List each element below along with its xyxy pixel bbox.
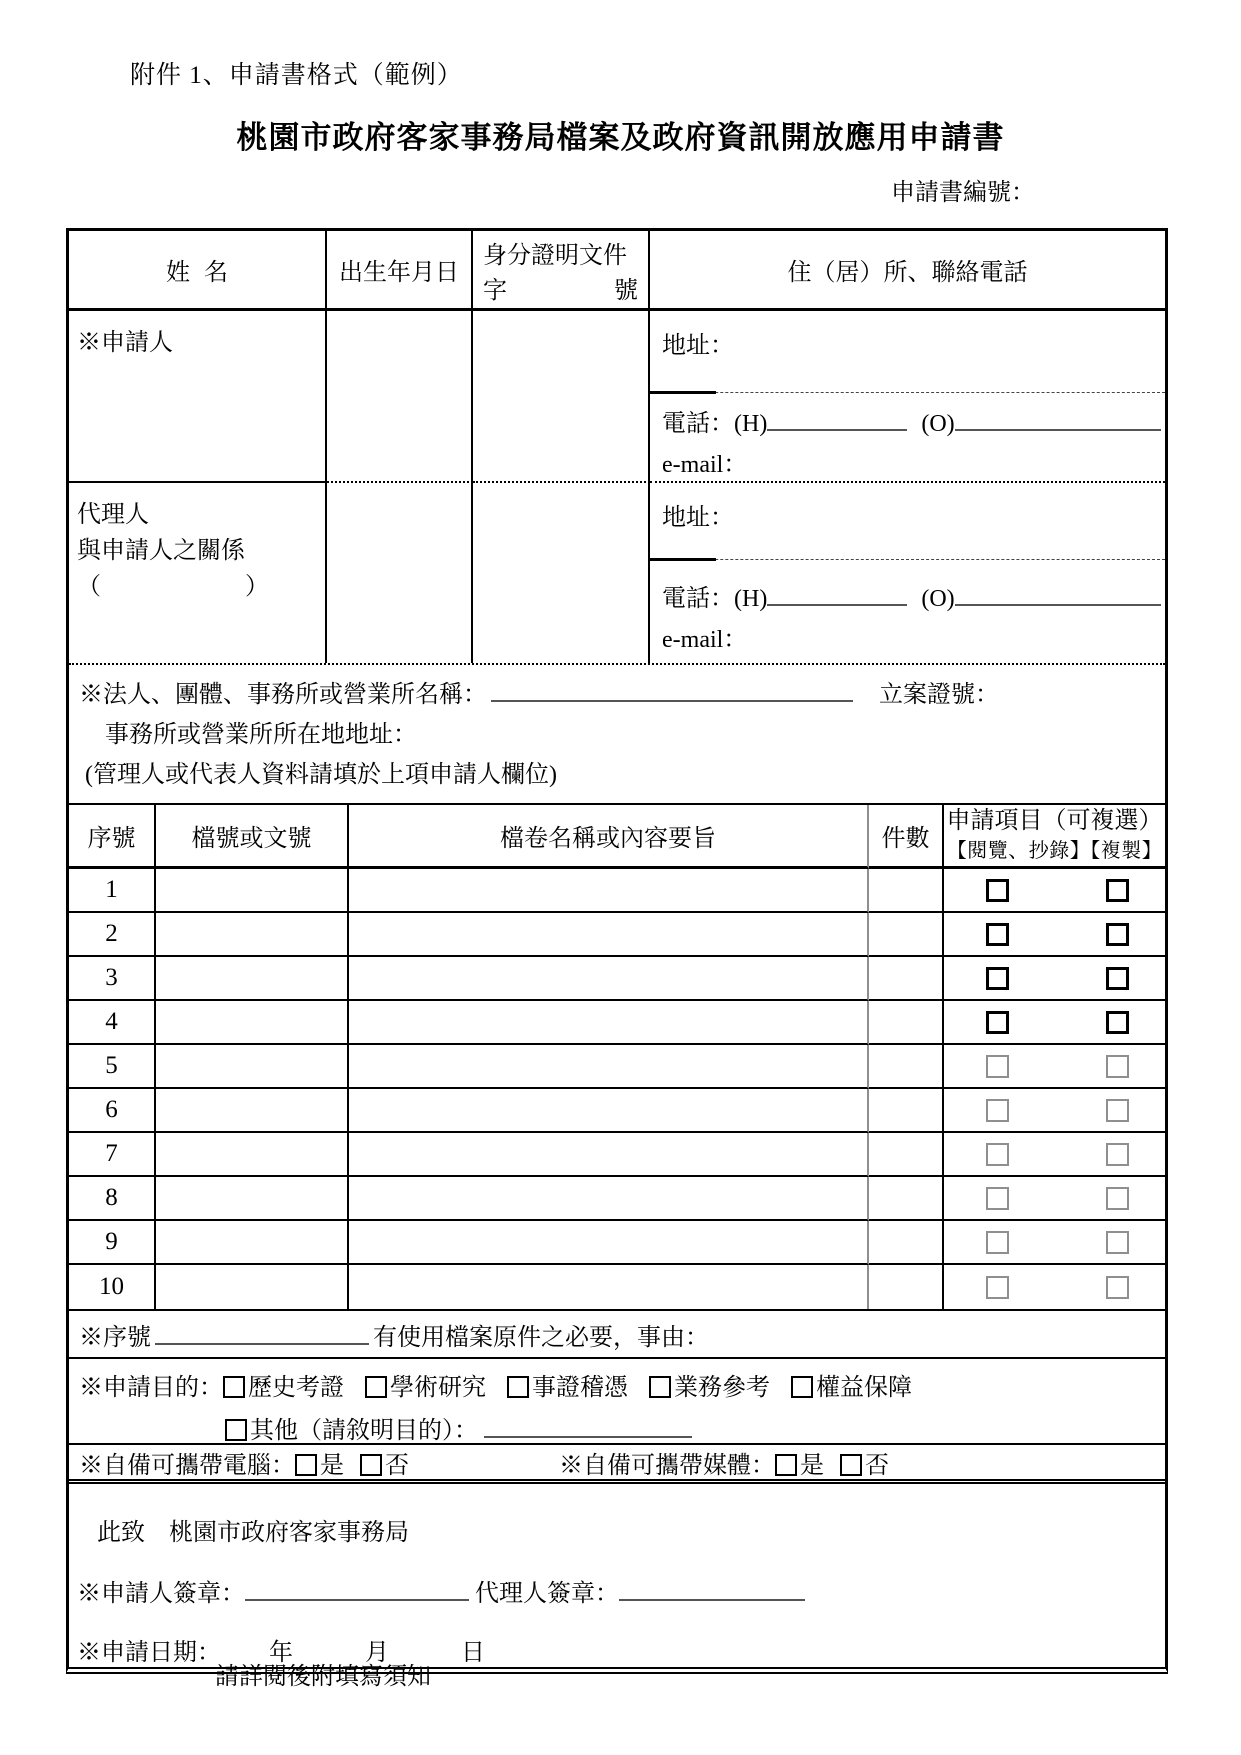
purpose-option-label: 歷史考證 [248, 1375, 344, 1401]
no-label: 否 [385, 1452, 409, 1479]
cell-count[interactable] [869, 1045, 944, 1089]
applicant-contact-cell [650, 311, 1165, 481]
cell-apply-items [944, 1221, 1165, 1265]
email-label: e-mail： [662, 452, 748, 478]
blank-applicant-signature[interactable] [245, 1579, 469, 1601]
row-seq: 1 [69, 869, 156, 913]
purpose-label: ※申請目的： [79, 1375, 223, 1401]
yes-label: 是 [320, 1452, 344, 1479]
checkbox-media-yes[interactable] [775, 1454, 797, 1476]
addressed-to-line: 此致 桃園市政府客家事務局 [97, 1520, 409, 1546]
attachment-label: 附件 1、申請書格式（範例） [130, 62, 463, 89]
applicant-info-table [69, 231, 1165, 663]
col-header-seq: 序號 [69, 805, 156, 869]
computer-label: ※自備可攜帶電腦： [79, 1452, 295, 1479]
col-header-birthdate: 出生年月日 [327, 231, 473, 311]
cell-record-title[interactable] [349, 1089, 869, 1133]
cell-agent-id-number[interactable] [473, 481, 650, 663]
checkbox-duplicate[interactable] [1106, 1055, 1129, 1078]
checkbox-computer-no[interactable] [360, 1454, 382, 1476]
cell-applicant-id-number[interactable] [473, 311, 650, 481]
cell-file-no[interactable] [156, 1089, 349, 1133]
cell-apply-items [944, 869, 1165, 913]
cell-file-no[interactable] [156, 1045, 349, 1089]
checkbox-view-copy[interactable] [986, 1231, 1009, 1254]
agent-address-field[interactable] [650, 483, 1165, 560]
blank-use-seq[interactable] [155, 1323, 369, 1345]
cell-apply-items [944, 1045, 1165, 1089]
use-suffix-label: 有使用檔案原件之必要，事由： [373, 1324, 709, 1351]
row-seq: 10 [69, 1265, 156, 1309]
cell-record-title[interactable] [349, 1221, 869, 1265]
blank-purpose-other[interactable] [484, 1416, 692, 1438]
id-header-char-left: 字 [483, 277, 507, 304]
col-header-record-title: 檔卷名稱或內容要旨 [349, 805, 869, 869]
cell-record-title[interactable] [349, 1177, 869, 1221]
blank-agent-phone-h[interactable] [767, 584, 907, 606]
blank-applicant-phone-h[interactable] [767, 409, 907, 431]
row-seq: 4 [69, 1001, 156, 1045]
cell-count[interactable] [869, 957, 944, 1001]
cell-record-title[interactable] [349, 913, 869, 957]
cell-apply-items [944, 1133, 1165, 1177]
cell-record-title[interactable] [349, 1265, 869, 1309]
phone-h-label: 電話：(H) [662, 411, 768, 437]
blank-agent-phone-o[interactable] [955, 584, 1161, 606]
agent-relation-blank[interactable]: （ ） [77, 574, 269, 600]
cell-applicant-birthdate[interactable] [327, 311, 473, 481]
checkbox-view-copy[interactable] [986, 1187, 1009, 1210]
media-label: ※自備可攜帶媒體： [559, 1452, 775, 1479]
cell-apply-items [944, 1089, 1165, 1133]
applicant-address-field[interactable] [650, 311, 1165, 393]
original-use-section [69, 1309, 1165, 1357]
agent-signature-label: 代理人簽章： [475, 1581, 619, 1607]
checkbox-duplicate[interactable] [1106, 1011, 1129, 1034]
cell-count[interactable] [869, 1177, 944, 1221]
checkbox-purpose-business[interactable] [649, 1376, 671, 1398]
media-group [559, 1445, 889, 1480]
checkbox-duplicate[interactable] [1106, 1276, 1129, 1299]
cell-record-title[interactable] [349, 869, 869, 913]
cell-count[interactable] [869, 869, 944, 913]
cell-apply-items [944, 957, 1165, 1001]
cell-apply-items [944, 1177, 1165, 1221]
form-number-label: 申請書編號： [891, 180, 1035, 206]
checkbox-purpose-academic[interactable] [365, 1376, 387, 1398]
col-header-id-number [473, 231, 650, 311]
apply-header-line2: 【閱覽、抄錄】【複製】 [946, 839, 1163, 862]
cell-record-title[interactable] [349, 1133, 869, 1177]
id-header-char-right: 號 [614, 277, 638, 304]
cell-record-title[interactable] [349, 957, 869, 1001]
cell-file-no[interactable] [156, 1001, 349, 1045]
agent-label-line1: 代理人 [77, 502, 149, 528]
records-table [69, 803, 1165, 1309]
form-body [66, 228, 1168, 1674]
blank-application-date[interactable]: 年 月 日 [221, 1632, 509, 1669]
purpose-other-label: 其他（請敘明目的）： [250, 1418, 478, 1444]
checkbox-view-copy[interactable] [986, 1055, 1009, 1078]
cell-count[interactable] [869, 1089, 944, 1133]
cell-apply-items [944, 913, 1165, 957]
id-header-line1: 身分證明文件 [483, 242, 627, 269]
row-seq: 2 [69, 913, 156, 957]
org-note: (管理人或代表人資料請填於上項申請人欄位) [85, 762, 557, 788]
blank-agent-signature[interactable] [619, 1579, 805, 1601]
cell-file-no[interactable] [156, 1265, 349, 1309]
checkbox-duplicate[interactable] [1106, 1187, 1129, 1210]
row-seq: 8 [69, 1177, 156, 1221]
cell-apply-items [944, 1265, 1165, 1309]
checkbox-purpose-other[interactable] [225, 1419, 247, 1441]
agent-row-label [69, 481, 327, 663]
cell-count[interactable] [869, 1001, 944, 1045]
col-header-apply-items [944, 805, 1165, 869]
checkbox-view-copy[interactable] [986, 923, 1009, 946]
org-name-label: ※法人、團體、事務所或營業所名稱： [79, 682, 487, 708]
no-label: 否 [865, 1452, 889, 1479]
purpose-option-label: 業務參考 [674, 1375, 770, 1401]
purpose-option-label: 學術研究 [390, 1375, 486, 1401]
cell-count[interactable] [869, 1265, 944, 1309]
footer-note: 請詳閱後附填寫須知 [215, 1664, 431, 1690]
org-license-label: 立案證號： [879, 682, 999, 708]
form-title: 桃園市政府客家事務局檔案及政府資訊開放應用申請書 [236, 120, 1005, 155]
row-seq: 3 [69, 957, 156, 1001]
cell-record-title[interactable] [349, 1045, 869, 1089]
col-header-file-no: 檔號或文號 [156, 805, 349, 869]
applicant-phone-email [650, 393, 1165, 481]
checkbox-purpose-history[interactable] [223, 1376, 245, 1398]
checkbox-duplicate[interactable] [1106, 967, 1129, 990]
col-header-name: 姓名 [69, 231, 327, 311]
agent-label-line2: 與申請人之關係 [77, 538, 245, 564]
cell-apply-items [944, 1001, 1165, 1045]
phone-o-label: (O) [921, 585, 955, 612]
cell-count[interactable] [869, 913, 944, 957]
address-label: 地址： [662, 333, 734, 359]
col-header-contact: 住（居）所、聯絡電話 [650, 231, 1165, 311]
applicant-row-label: ※申請人 [69, 311, 327, 481]
row-seq: 6 [69, 1089, 156, 1133]
purpose-option-label: 事證稽憑 [532, 1375, 628, 1401]
closing-section [69, 1479, 1165, 1667]
cell-file-no[interactable] [156, 869, 349, 913]
col-header-count: 件數 [869, 805, 944, 869]
org-address-label: 事務所或營業所所在地地址： [105, 722, 417, 748]
apply-header-line1: 申請項目（可複選） [946, 807, 1163, 834]
checkbox-duplicate[interactable] [1106, 923, 1129, 946]
checkbox-purpose-rights[interactable] [791, 1376, 813, 1398]
cell-count[interactable] [869, 1221, 944, 1265]
cell-agent-birthdate[interactable] [327, 481, 473, 663]
cell-file-no[interactable] [156, 1221, 349, 1265]
row-seq: 7 [69, 1133, 156, 1177]
checkbox-view-copy[interactable] [986, 1011, 1009, 1034]
checkbox-view-copy[interactable] [986, 1099, 1009, 1122]
checkbox-duplicate[interactable] [1106, 879, 1129, 902]
phone-o-label: (O) [921, 411, 955, 437]
cell-count[interactable] [869, 1133, 944, 1177]
organization-section [69, 663, 1165, 803]
cell-file-no[interactable] [156, 1133, 349, 1177]
agent-phone-email [650, 560, 1165, 663]
checkbox-view-copy[interactable] [986, 1276, 1009, 1299]
email-label: e-mail： [662, 626, 748, 653]
checkbox-view-copy[interactable] [986, 967, 1009, 990]
cell-record-title[interactable] [349, 1001, 869, 1045]
phone-h-label: 電話：(H) [662, 585, 768, 612]
equipment-section [69, 1443, 1165, 1479]
cell-file-no[interactable] [156, 913, 349, 957]
checkbox-view-copy[interactable] [986, 1143, 1009, 1166]
checkbox-computer-yes[interactable] [295, 1454, 317, 1476]
blank-org-name[interactable] [491, 680, 853, 702]
yes-label: 是 [800, 1452, 824, 1479]
checkbox-purpose-evidence[interactable] [507, 1376, 529, 1398]
checkbox-duplicate[interactable] [1106, 1231, 1129, 1254]
checkbox-media-no[interactable] [840, 1454, 862, 1476]
applicant-signature-label: ※申請人簽章： [77, 1581, 245, 1607]
cell-file-no[interactable] [156, 957, 349, 1001]
checkbox-duplicate[interactable] [1106, 1099, 1129, 1122]
checkbox-view-copy[interactable] [986, 879, 1009, 902]
blank-applicant-phone-o[interactable] [955, 409, 1161, 431]
agent-contact-cell [650, 481, 1165, 663]
use-prefix-label: ※序號 [79, 1324, 151, 1351]
cell-file-no[interactable] [156, 1177, 349, 1221]
address-label: 地址： [662, 505, 734, 531]
checkbox-duplicate[interactable] [1106, 1143, 1129, 1166]
purpose-option-label: 權益保障 [816, 1375, 912, 1401]
purpose-section [69, 1357, 1165, 1443]
row-seq: 9 [69, 1221, 156, 1265]
agent-email-field[interactable] [662, 619, 1165, 654]
row-seq: 5 [69, 1045, 156, 1089]
applicant-email-field[interactable] [662, 444, 1165, 479]
date-label: ※申請日期： [77, 1640, 221, 1666]
